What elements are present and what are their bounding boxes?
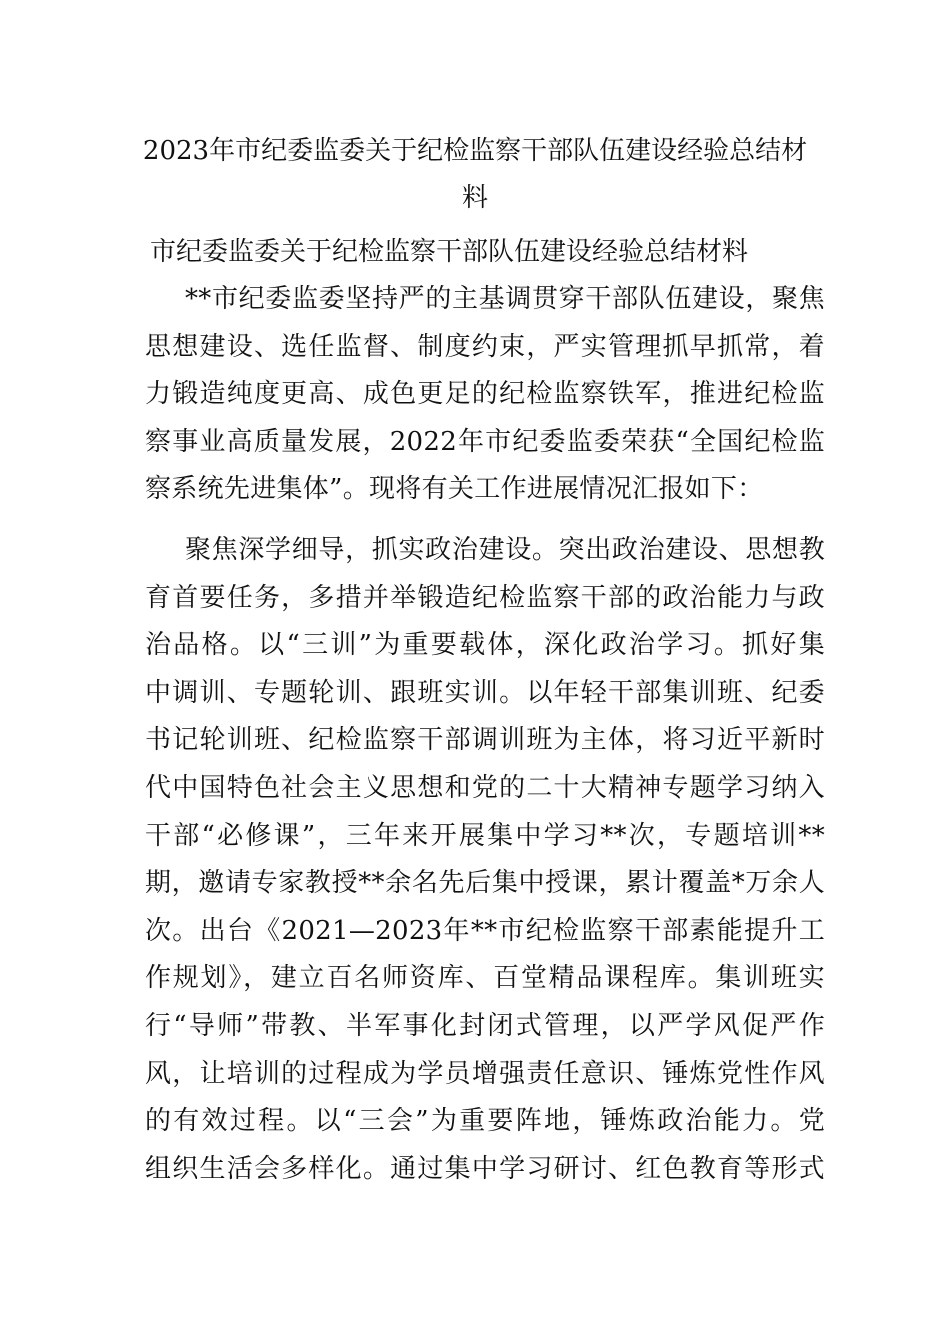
paragraph-line: 期，邀请专家教授**余名先后集中授课，累计覆盖*万余人 xyxy=(145,868,825,899)
paragraph-line: 察事业高质量发展，2022年市纪委监委荣获“全国纪检监 xyxy=(145,426,825,457)
paragraph-line: 治品格。以“三训”为重要载体，深化政治学习。抓好集 xyxy=(145,630,825,661)
paragraph-intro xyxy=(145,276,825,514)
paragraph-line: 行“导师”带教、半军事化封闭式管理，以严学风促严作 xyxy=(145,1010,825,1041)
paragraph-line: 中调训、专题轮训、跟班实训。以年轻干部集训班、纪委 xyxy=(145,677,825,708)
paragraph-line: 察系统先进集体”。现将有关工作进展情况汇报如下： xyxy=(145,474,764,505)
paragraph-line: 的有效过程。以“三会”为重要阵地，锤炼政治能力。党 xyxy=(145,1106,825,1137)
paragraph-line: **市纪委监委坚持严的主基调贯穿干部队伍建设，聚焦 xyxy=(185,284,825,314)
paragraph-line: 书记轮训班、纪检监察干部调训班为主体，将习近平新时 xyxy=(145,725,825,756)
title-line-2: 料 xyxy=(461,183,488,213)
paragraph-line: 聚焦深学细导，抓实政治建设。突出政治建设、思想教 xyxy=(185,535,825,565)
paragraph-line: 代中国特色社会主义思想和党的二十大精神专题学习纳入 xyxy=(145,772,825,803)
paragraph-line: 作规划》，建立百名师资库、百堂精品课程库。集训班实 xyxy=(145,963,825,994)
paragraph-line: 力锻造纯度更高、成色更足的纪检监察铁军，推进纪检监 xyxy=(145,379,825,410)
paragraph-line: 育首要任务，多措并举锻造纪检监察干部的政治能力与政 xyxy=(145,582,825,613)
paragraph-line: 干部“必修课”，三年来开展集中学习**次，专题培训** xyxy=(145,820,825,851)
document-subtitle: 市纪委监委关于纪检监察干部队伍建设经验总结材料 xyxy=(150,237,749,267)
document-title xyxy=(130,128,820,222)
paragraph-line: 组织生活会多样化。通过集中学习研讨、红色教育等形式 xyxy=(145,1153,825,1184)
paragraph-line: 次。出台《2021—2023年**市纪检监察干部素能提升工 xyxy=(145,915,825,946)
paragraph-line: 思想建设、选任监督、制度约束，严实管理抓早抓常，着 xyxy=(145,331,825,362)
paragraph-line: 风，让培训的过程成为学员增强责任意识、锤炼党性作风 xyxy=(145,1058,825,1089)
title-line-1: 2023年市纪委监委关于纪检监察干部队伍建设经验总结材 xyxy=(142,136,808,166)
paragraph-political-building xyxy=(145,527,825,1193)
